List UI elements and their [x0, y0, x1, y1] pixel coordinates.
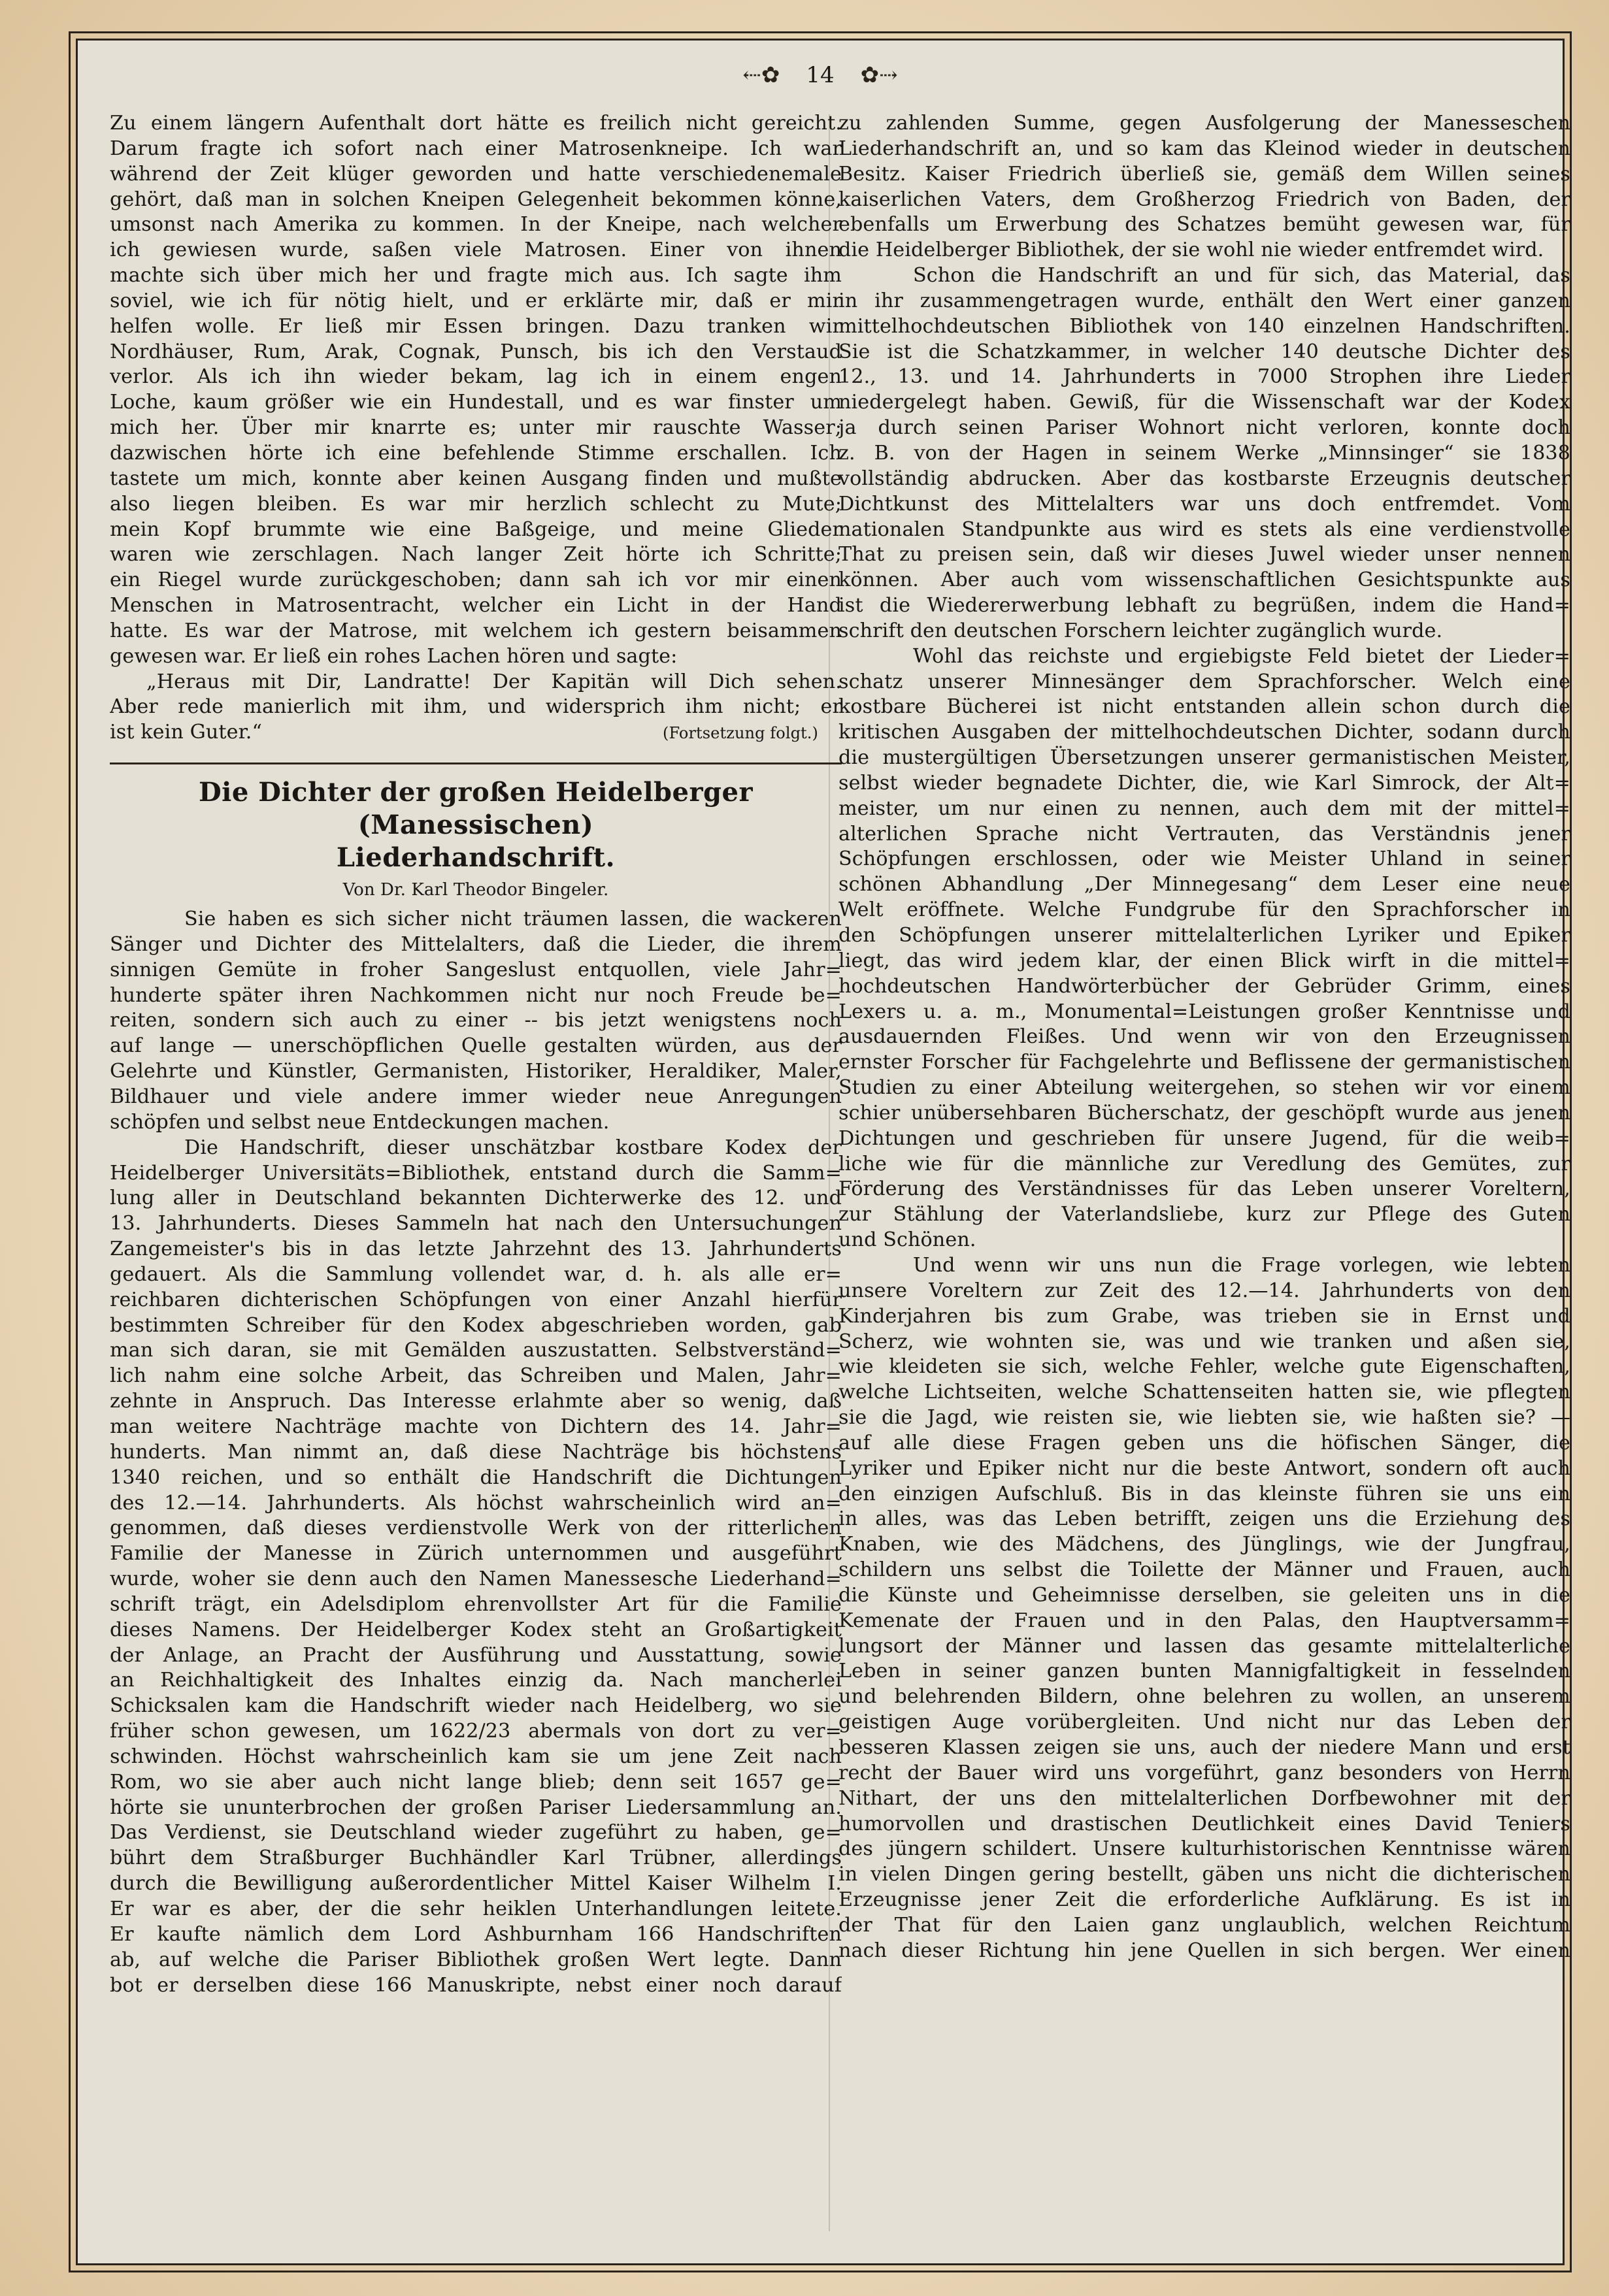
section-rule	[110, 763, 842, 764]
text-line: ab, auf welche die Pariser Bibliothek großen Wert legte. Dann	[110, 1948, 842, 1971]
text-line: umsonst nach Amerika zu kommen. In der Kneipe, nach welcher	[110, 213, 842, 237]
text-line: tastete um mich, konnte aber keinen Ausgang finden und mußte	[110, 467, 842, 490]
text-line: schrift trägt, ein Adelsdiplom ehrenvollster Art für die Familie	[110, 1592, 842, 1616]
text-line: gedauert. Als die Sammlung vollendet war, d. h. als alle er=	[110, 1262, 842, 1286]
text-line: können. Aber auch vom wissenschaftlichen Gesichtspunkte aus	[838, 568, 1570, 592]
text-line: während der Zeit klüger geworden und hatte verschiedenemale	[110, 162, 842, 186]
text-line: lungsort der Männer und lassen das gesamte mittelalterliche	[838, 1634, 1570, 1658]
text-line: man weitere Nachträge machte von Dichtern des 14. Jahr=	[110, 1415, 842, 1438]
text-line: liegt, das wird jedem klar, der einen Blick wirft in die mittel=	[838, 949, 1570, 972]
text-line: Zangemeister's bis in das letzte Jahrzehnt des 13. Jahrhunderts	[110, 1238, 842, 1261]
text-line: selbst wieder begnadete Dichter, die, wie Karl Simrock, der Alt=	[838, 771, 1570, 795]
text-line: zehnte in Anspruch. Das Interesse erlahmte aber so wenig, daß	[110, 1390, 842, 1413]
text-line: 12., 13. und 14. Jahrhunderts in 7000 Strophen ihre Lieder	[838, 365, 1570, 389]
text-line: Lyriker und Epiker nicht nur die beste Antwort, sondern oft auch	[838, 1456, 1570, 1480]
text-line: Nordhäuser, Rum, Arak, Cognak, Punsch, bis ich den Verstaud	[110, 340, 842, 363]
text-line: also liegen bleiben. Es war mir herzlich schlecht zu Mute;	[110, 492, 842, 516]
text-line: Und wenn wir uns nun die Frage vorlegen, wie lebten	[913, 1253, 1570, 1277]
text-line: Förderung des Verständnisses für das Leben unserer Voreltern,	[838, 1177, 1570, 1201]
text-line: vollständig abdrucken. Aber das kostbarste Erzeugnis deutscher	[838, 467, 1570, 490]
story-continuation	[110, 111, 842, 746]
text-line: hunderte später ihren Nachkommen nicht nur noch Freude be=	[110, 983, 842, 1007]
text-line: gehört, daß man in solchen Kneipen Gelegenheit bekommen könne,	[110, 188, 842, 211]
text-line: in vielen Dingen gering bestellt, gäben uns nicht die dichterischen	[838, 1863, 1570, 1886]
text-line: wurde, woher sie denn auch den Namen Manessesche Liederhand=	[110, 1567, 842, 1591]
text-line: Sie haben es sich sicher nicht träumen lassen, die wackeren	[184, 908, 842, 931]
text-line: wie kleideten sie sich, welche Fehler, welche gute Eigenschaften,	[838, 1355, 1570, 1379]
text-line: auf lange — unerschöpflichen Quelle gestalten würden, aus der	[110, 1034, 842, 1058]
text-line: mich her. Über mir knarrte es; unter mir rauschte Wasser;	[110, 416, 842, 440]
text-line: Dichtungen und geschrieben für unsere Jugend, für die weib=	[838, 1126, 1570, 1150]
text-line: in ihr zusammengetragen wurde, enthält den Wert einer ganzen	[838, 289, 1570, 312]
text-line: Dichtkunst des Mittelalters war uns doch entfremdet. Vom	[838, 492, 1570, 516]
text-line: recht der Bauer wird uns vorgeführt, ganz besonders von Herrn	[838, 1761, 1570, 1784]
text-line: Die Handschrift, dieser unschätzbar kostbare Kodex der	[184, 1136, 842, 1159]
text-line: schwinden. Höchst wahrscheinlich kam sie um jene Zeit nach	[110, 1745, 842, 1768]
text-line: ausdauernden Fleißes. Und wenn wir von den Erzeugnissen	[838, 1025, 1570, 1049]
text-line: den Schöpfungen unserer mittelalterlichen Lyriker und Epiker	[838, 924, 1570, 947]
text-line: Erzeugnisse jener Zeit die erforderliche Aufklärung. Es ist in	[838, 1888, 1570, 1912]
text-line: Menschen in Matrosentracht, welcher ein Licht in der Hand	[110, 594, 842, 617]
text-line: der Anlage, an Pracht der Ausführung und Ausstattung, sowie	[110, 1643, 842, 1667]
text-line: That zu preisen sein, daß wir dieses Juwel wieder unser nennen	[838, 543, 1570, 566]
text-line: Nithart, der uns den mittelalterlichen Dorfbewohner mit der	[838, 1786, 1570, 1810]
continuation-note: (Fortsetzung folgt.)	[663, 724, 818, 743]
text-line: Sänger und Dichter des Mittelalters, daß die Lieder, die ihrem	[110, 932, 842, 956]
text-line: Familie der Manesse in Zürich unternommen und ausgeführt	[110, 1542, 842, 1566]
text-line: lung aller in Deutschland bekannten Dichterwerke des 12. und	[110, 1187, 842, 1210]
text-line: ist kein Guter.“	[110, 721, 263, 744]
text-line: dazwischen hörte ich eine befehlende Stimme erschallen. Ich	[110, 441, 842, 465]
text-line: ein Riegel wurde zurückgeschoben; dann sah ich vor mir einen	[110, 568, 842, 592]
text-line: Besitz. Kaiser Friedrich überließ sie, gemäß dem Willen seines	[838, 162, 1570, 186]
text-line: Leben in seiner ganzen bunten Mannigfaltigkeit in fesselnden	[838, 1660, 1570, 1683]
text-line: humorvollen und drastischen Deutlichkeit eines David Teniers	[838, 1812, 1570, 1835]
text-line: 13. Jahrhunderts. Dieses Sammeln hat nach den Untersuchungen	[110, 1212, 842, 1236]
text-line: und belehrenden Bildern, ohne belehren zu wollen, an unserem	[838, 1685, 1570, 1709]
text-line: schier unübersehbaren Bücherschatz, der geschöpft wurde aus jenen	[838, 1101, 1570, 1124]
text-line: besseren Klassen zeigen sie uns, auch der niedere Mann und erst	[838, 1736, 1570, 1759]
text-line: geistigen Auge vorübergleiten. Und nicht nur das Leben der	[838, 1711, 1570, 1734]
text-line: ich gewiesen wurde, saßen viele Matrosen. Einer von ihnen	[110, 238, 842, 262]
text-line: hochdeutschen Handwörterbücher der Gebrüder Grimm, eines	[838, 974, 1570, 998]
text-line: Aber rede manierlich mit ihm, und widersprich ihm nicht; er	[110, 695, 842, 719]
text-line: schönen Abhandlung „Der Minnegesang“ dem Leser eine neue	[838, 873, 1570, 896]
text-line: schildern uns selbst die Toilette der Männer und Frauen, auch	[838, 1558, 1570, 1582]
text-line: Scherz, wie wohnten sie, was und wie tranken und aßen sie,	[838, 1330, 1570, 1353]
text-line: schrift den deutschen Forschern leichter zugänglich wurde.	[838, 619, 1443, 642]
text-line: lich nahm eine solche Arbeit, das Schreiben und Malen, Jahr=	[110, 1364, 842, 1388]
text-line: Knaben, wie des Mädchens, des Jünglings, wie der Jungfrau,	[838, 1533, 1570, 1556]
left-column	[110, 111, 842, 1998]
text-line: Schon die Handschrift an und für sich, das Material, das	[913, 264, 1570, 287]
article-title-line-2: Liederhandschrift.	[336, 842, 616, 874]
text-line: welche Lichtseiten, welche Schattenseiten hatten sie, wie pflegten	[838, 1381, 1570, 1404]
text-line: gewesen war. Er ließ ein rohes Lachen hören und sagte:	[110, 644, 678, 668]
text-line: Bildhauer und viele andere immer wieder neue Anregungen	[110, 1085, 842, 1108]
text-line: schatz unserer Minnesänger dem Sprachforscher. Welch eine	[838, 670, 1570, 693]
text-line: reichbaren dichterischen Schöpfungen von einer Anzahl hierfür	[110, 1288, 842, 1311]
text-line: des 12.—14. Jahrhunderts. Als höchst wahrscheinlich wird an=	[110, 1491, 842, 1515]
text-line: Kinderjahren bis zum Grabe, was trieben sie in Ernst und	[838, 1304, 1570, 1328]
text-line: Gelehrte und Künstler, Germanisten, Historiker, Heraldiker, Maler,	[110, 1060, 842, 1083]
text-line: des jüngern schildert. Unsere kulturhistorischen Kenntnisse wären	[838, 1837, 1570, 1861]
text-line: Das Verdienst, sie Deutschland wieder zugeführt zu haben, ge=	[110, 1821, 842, 1845]
text-line: Liederhandschrift an, und so kam das Kleinod wieder in deutschen	[838, 137, 1570, 160]
text-line: ist die Wiedererwerbung lebhaft zu begrüßen, indem die Hand=	[838, 594, 1570, 617]
page-number: 14	[806, 62, 835, 88]
article-title-line-1: Die Dichter der großen Heidelberger (Manessischen)	[198, 777, 754, 841]
text-line: zur Stählung der Vaterlandsliebe, kurz zur Pflege des Guten	[838, 1203, 1570, 1226]
text-line: bestimmten Schreiber für den Kodex abgeschrieben worden, gab	[110, 1313, 842, 1337]
text-line: in alles, was das Leben betrifft, zeigen uns die Erziehung des	[838, 1507, 1570, 1531]
text-line: kritischen Ausgaben der mittelhochdeutschen Dichter, sodann durch	[838, 721, 1570, 744]
text-line: Rom, wo sie aber auch nicht lange blieb; denn seit 1657 ge=	[110, 1770, 842, 1794]
text-line: verlor. Als ich ihn wieder bekam, lag ich in einem engen	[110, 365, 842, 389]
text-line: und Schönen.	[838, 1228, 976, 1252]
text-line: meister, um nur einen zu nennen, auch dem mit der mittel=	[838, 796, 1570, 820]
text-line: reiten, sondern sich auch zu einer -- bis jetzt wenigstens noch	[110, 1009, 842, 1032]
text-line: an Reichhaltigkeit des Inhaltes einzig da. Nach mancherlei	[110, 1669, 842, 1692]
text-line: sinnigen Gemüte in froher Sangeslust entquollen, viele Jahr=	[110, 958, 842, 981]
text-line: helfen wolle. Er ließ mir Essen bringen. Dazu tranken wir	[110, 314, 842, 338]
text-line: unsere Voreltern zur Zeit des 12.—14. Jahrhunderts von den	[838, 1279, 1570, 1302]
text-line: Loche, kaum größer wie ein Hundestall, und es war finster um	[110, 391, 842, 414]
text-line: mittelhochdeutschen Bibliothek von 140 einzelnen Handschriften.	[838, 314, 1570, 338]
text-line: auf alle diese Fragen geben uns die höfischen Sänger, die	[838, 1431, 1570, 1454]
text-line: Schicksalen kam die Handschrift wieder nach Heidelberg, wo sie	[110, 1694, 842, 1718]
text-line: Darum fragte ich sofort nach einer Matrosenkneipe. Ich war	[110, 137, 842, 160]
text-line: Studien zu einer Abteilung weitergehen, so stehen wir vor einem	[838, 1076, 1570, 1100]
text-line: sie die Jagd, wie reisten sie, wie liebten sie, wie haßten sie? —	[838, 1406, 1570, 1430]
text-line: Er war es aber, der die sehr heiklen Unterhandlungen leitete.	[110, 1897, 842, 1920]
text-line: nach dieser Richtung hin jene Quellen in sich bergen. Wer einen	[838, 1939, 1570, 1962]
text-line: ernster Forscher für Fachgelehrte und Beflissene der germanistischen	[838, 1051, 1570, 1074]
text-line: ja durch seinen Pariser Wohnort nicht verloren, konnte doch	[838, 416, 1570, 440]
text-line: hatte. Es war der Matrose, mit welchem ich gestern beisammen	[110, 619, 842, 642]
text-line: früher schon gewesen, um 1622/23 abermals von dort zu ver=	[110, 1720, 842, 1743]
text-line: z. B. von der Hagen in seinem Werke „Minnsinger“ sie 1838	[838, 441, 1570, 465]
text-line: liche wie für die männliche zur Veredlung des Gemütes, zur	[838, 1152, 1570, 1175]
text-line: Wohl das reichste und ergiebigste Feld bietet der Lieder=	[913, 644, 1570, 668]
text-line: bot er derselben diese 166 Manuskripte, nebst einer noch darauf	[110, 1973, 842, 1997]
text-line: Schöpfungen erschlossen, oder wie Meister Uhland in seiner	[838, 847, 1570, 871]
text-line: alterlichen Sprache nicht Vertrauten, das Verständnis jener	[838, 822, 1570, 845]
text-line: 1340 reichen, und so enthält die Handschrift die Dichtungen	[110, 1466, 842, 1489]
text-line: „Heraus mit Dir, Landratte! Der Kapitän will Dich sehen.	[146, 670, 842, 693]
text-line: die Heidelberger Bibliothek, der sie wohl nie wieder entfremdet wird.	[838, 238, 1544, 262]
article-byline: Von Dr. Karl Theodor Bingeler.	[342, 880, 609, 900]
text-line: mein Kopf brummte wie eine Baßgeige, und meine Glieder	[110, 517, 842, 541]
page-header	[76, 62, 1565, 88]
text-line: der That für den Laien ganz unglaublich, welchen Reichtum	[838, 1913, 1570, 1937]
text-line: soviel, wie ich für nötig hielt, und er erklärte mir, daß er mir	[110, 289, 842, 312]
text-line: hunderts. Man nimmt an, daß diese Nachträge bis höchstens	[110, 1440, 842, 1464]
text-line: niedergelegt haben. Gewiß, für die Wissenschaft war der Kodex	[838, 391, 1570, 414]
text-line: waren wie zerschlagen. Nach langer Zeit hörte ich Schritte;	[110, 543, 842, 566]
text-line: Lexers u. a. m., Monumental=Leistungen großer Kenntnisse und	[838, 1000, 1570, 1023]
text-line: man sich daran, sie mit Gemälden auszustatten. Selbstverständ=	[110, 1339, 842, 1362]
text-line: kaiserlichen Vaters, dem Großherzog Friedrich von Baden, der	[838, 188, 1570, 211]
ornament-right-icon: ✿⇢	[860, 62, 898, 88]
article-title	[110, 776, 842, 874]
text-line: Sie ist die Schatzkammer, in welcher 140 deutsche Dichter des	[838, 340, 1570, 363]
text-line: Welt eröffnete. Welche Fundgrube für den Sprachforscher in	[838, 898, 1570, 922]
text-line: schöpfen und selbst neue Entdeckungen machen.	[110, 1110, 610, 1134]
ornament-left-icon: ⇠✿	[742, 62, 780, 88]
text-line: genommen, daß dieses verdienstvolle Werk von der ritterlichen	[110, 1517, 842, 1540]
text-line: Kemenate der Frauen und in den Palas, den Hauptversamm=	[838, 1609, 1570, 1632]
article-body	[110, 907, 842, 1998]
text-line: Heidelberger Universitäts=Bibliothek, entstand durch die Samm=	[110, 1161, 842, 1185]
text-line: Er kaufte nämlich dem Lord Ashburnham 166 Handschriften	[110, 1922, 842, 1946]
text-line: durch die Bewilligung außerordentlicher Mittel Kaiser Wilhelm I.	[110, 1872, 842, 1895]
text-line: dieses Namens. Der Heidelberger Kodex steht an Großartigkeit	[110, 1618, 842, 1641]
text-line: nationalen Standpunkte aus wird es stets als eine verdienstvolle	[838, 517, 1570, 541]
text-line: die Künste und Geheimnisse derselben, sie geleiten uns in die	[838, 1583, 1570, 1607]
right-column	[838, 111, 1570, 1964]
text-line: kostbare Bücherei ist nicht entstanden allein schon durch die	[838, 695, 1570, 719]
text-line: bührt dem Straßburger Buchhändler Karl Trübner, allerdings	[110, 1846, 842, 1870]
text-line: hörte sie ununterbrochen der großen Pariser Liedersammlung an.	[110, 1796, 842, 1819]
text-line: den einzigen Aufschluß. Bis in das kleinste führen sie uns ein	[838, 1482, 1570, 1505]
text-line: machte sich über mich her und fragte mich aus. Ich sagte ihm	[110, 264, 842, 287]
text-line: die mustergültigen Übersetzungen unserer germanistischen Meister,	[838, 746, 1570, 770]
text-line: ebenfalls um Erwerbung des Schatzes bemüht gewesen war, für	[838, 213, 1570, 237]
text-line: zu zahlenden Summe, gegen Ausfolgerung der Manesseschen	[838, 112, 1570, 135]
text-line: Zu einem längern Aufenthalt dort hätte es freilich nicht gereicht.	[110, 112, 842, 135]
